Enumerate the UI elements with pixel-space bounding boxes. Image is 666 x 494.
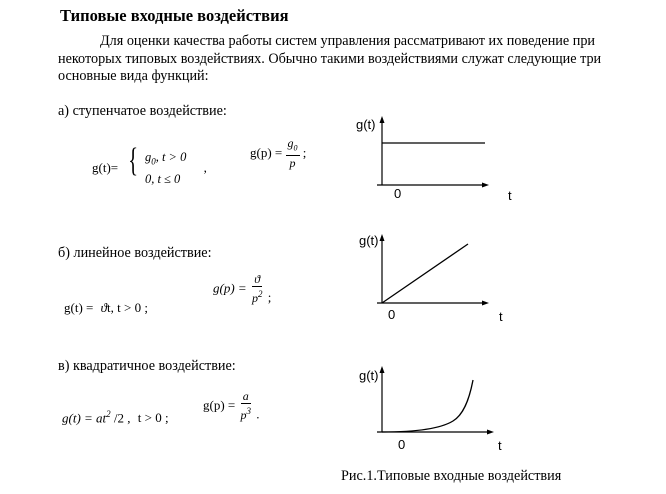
linear-cond: , t > 0 ; bbox=[110, 300, 148, 315]
section-c-label: в) квадратичное воздействие: bbox=[58, 358, 236, 374]
step-sep: , bbox=[203, 160, 207, 176]
step-laplace-num-base: g bbox=[287, 136, 294, 150]
quadratic-laplace-formula bbox=[203, 389, 260, 422]
step-laplace-lhs: g(p) = bbox=[250, 145, 283, 161]
linear-graph-origin: 0 bbox=[388, 307, 396, 322]
linear-laplace-den-base: p bbox=[251, 291, 258, 305]
linear-var: t bbox=[107, 300, 111, 315]
quadratic-laplace-den-pow: 3 bbox=[246, 406, 251, 416]
step-case-1-base: g bbox=[144, 149, 152, 164]
intro-paragraph bbox=[58, 33, 618, 86]
linear-graph-xlabel: t bbox=[499, 309, 503, 324]
step-laplace-num-sub: 0 bbox=[293, 143, 298, 153]
linear-coef: ϑ bbox=[100, 300, 107, 315]
quadratic-graph-origin: 0 bbox=[398, 437, 406, 452]
linear-laplace-lhs: g(p) = bbox=[213, 280, 247, 296]
linear-lhs: g(t) = bbox=[64, 300, 94, 315]
page-title: Типовые входные воздействия bbox=[60, 6, 289, 25]
intro-text: Для оценки качества работы систем управления рассматривают их поведение при некоторых типовых воздействиях. Обычно такими воздействиями служат следующие три основные вида функций: bbox=[58, 33, 602, 84]
step-case-1-cond: , t > 0 bbox=[155, 149, 187, 164]
linear-time-formula bbox=[64, 300, 148, 316]
quadratic-graph-x-arrow bbox=[487, 430, 494, 435]
step-time-formula bbox=[92, 144, 207, 188]
linear-laplace-formula bbox=[213, 272, 271, 305]
linear-laplace-tail: ; bbox=[267, 289, 272, 305]
step-case-1 bbox=[145, 148, 186, 171]
quadratic-pow: 2 bbox=[106, 409, 111, 419]
linear-laplace-den-pow: 2 bbox=[257, 289, 263, 299]
linear-graph-curve bbox=[382, 244, 468, 303]
quadratic-laplace-tail: . bbox=[256, 406, 260, 422]
step-laplace-formula bbox=[250, 136, 306, 170]
linear-laplace-frac bbox=[250, 272, 265, 305]
step-graph-x-arrow bbox=[482, 183, 489, 188]
step-graph-xlabel: t bbox=[508, 188, 512, 203]
step-graph-origin: 0 bbox=[394, 186, 402, 201]
step-case-2: 0, t ≤ 0 bbox=[144, 172, 181, 187]
section-a-label: а) ступенчатое воздействие: bbox=[58, 103, 227, 119]
quadratic-div: /2 , bbox=[113, 410, 131, 426]
linear-graph-x-arrow bbox=[482, 301, 489, 306]
quadratic-cond: t > 0 ; bbox=[137, 410, 169, 426]
quadratic-laplace-den bbox=[239, 404, 254, 422]
quadratic-time-formula bbox=[62, 409, 169, 426]
step-graph-ylabel: g(t) bbox=[356, 117, 376, 132]
quadratic-lhs: g(t) = at bbox=[62, 410, 107, 426]
step-laplace-tail: ; bbox=[302, 145, 307, 161]
step-laplace-frac bbox=[286, 136, 300, 170]
figure-caption: Рис.1.Типовые входные воздействия bbox=[341, 468, 562, 484]
step-laplace-num bbox=[286, 136, 300, 156]
step-graph bbox=[355, 115, 525, 210]
linear-graph-y-arrow bbox=[380, 234, 385, 241]
step-graph-y-arrow bbox=[380, 116, 385, 123]
step-cases bbox=[145, 148, 186, 189]
linear-graph-ylabel: g(t) bbox=[359, 233, 379, 248]
quadratic-graph-xlabel: t bbox=[498, 438, 502, 453]
quadratic-laplace-num: a bbox=[242, 389, 249, 403]
step-case-1-sub: 0 bbox=[151, 156, 156, 167]
section-b-label: б) линейное воздействие: bbox=[58, 245, 212, 261]
step-lhs: g(t)= bbox=[92, 160, 119, 176]
quadratic-graph-curve bbox=[382, 380, 473, 432]
quadratic-laplace-lhs: g(p) = bbox=[203, 397, 236, 413]
quadratic-laplace-den-base: p bbox=[240, 408, 247, 422]
quadratic-graph-y-arrow bbox=[380, 366, 385, 373]
quadratic-laplace-frac bbox=[239, 389, 254, 422]
quadratic-graph-ylabel: g(t) bbox=[359, 368, 379, 383]
linear-laplace-den bbox=[250, 287, 265, 305]
step-brace: { bbox=[128, 142, 139, 179]
step-laplace-den: p bbox=[289, 156, 296, 171]
linear-laplace-num: ϑ bbox=[254, 272, 261, 286]
